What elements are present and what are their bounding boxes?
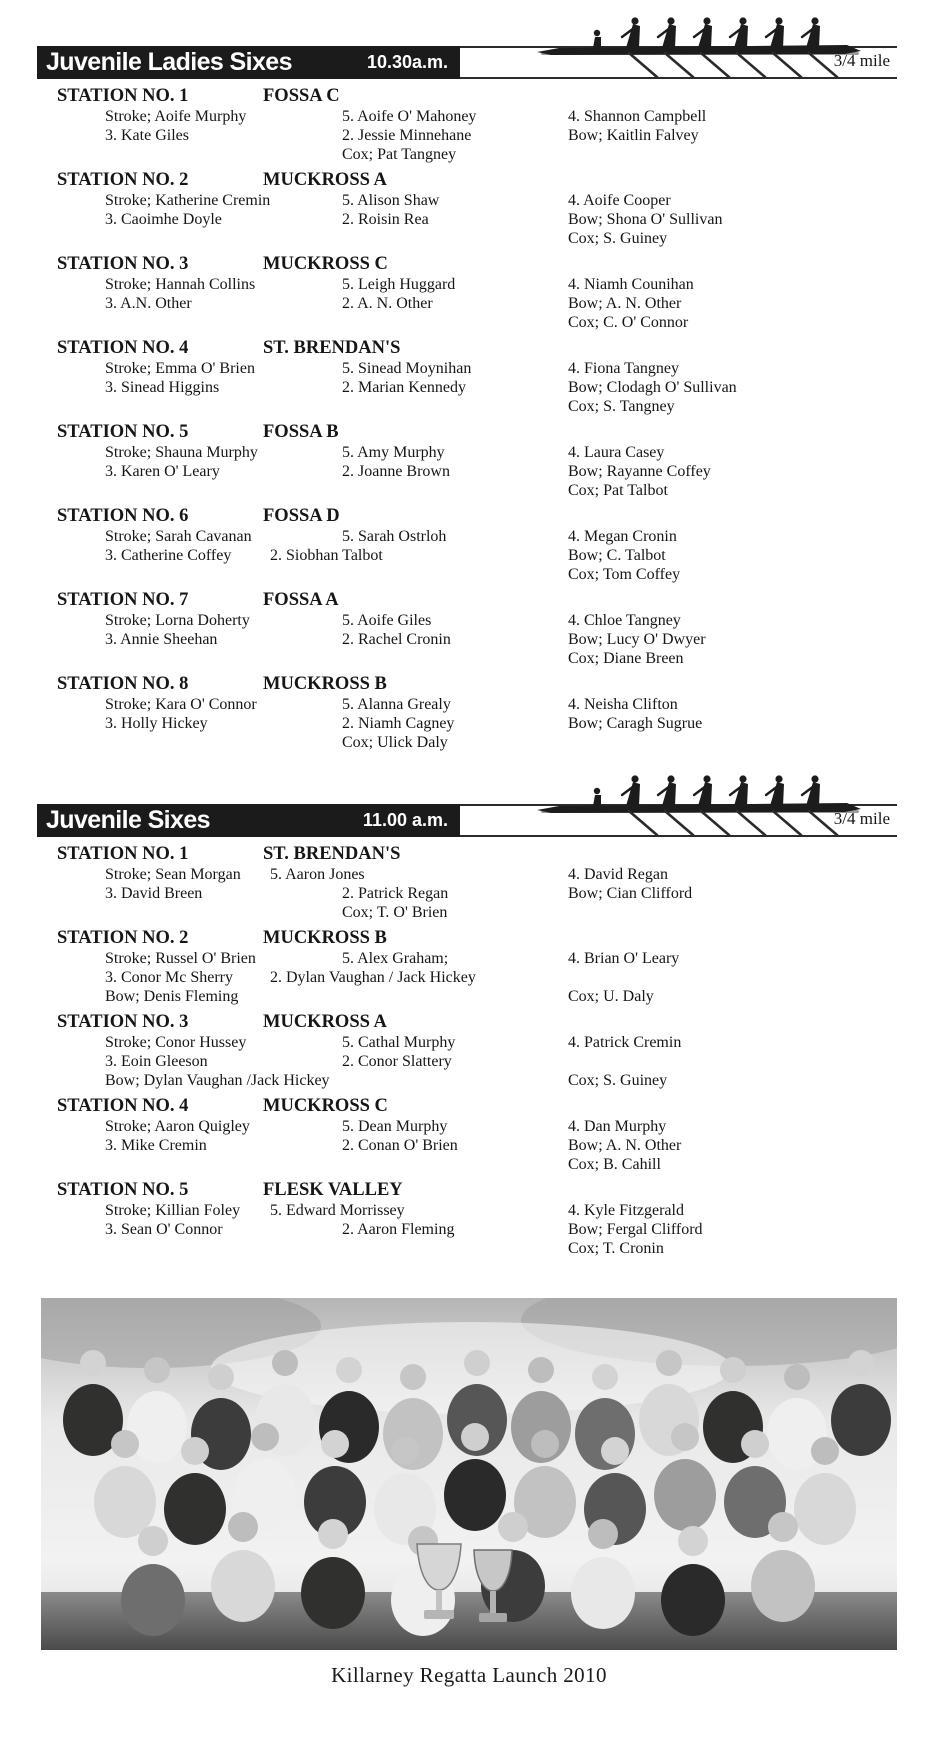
crew-member: Cox; Tom Coffey: [568, 566, 681, 583]
crew-member: [342, 1239, 568, 1258]
crew-member: 2. Aaron Fleming: [342, 1221, 455, 1238]
crew-member: 4. Chloe Tangney: [568, 612, 681, 629]
crew-member: Bow; C. Talbot: [568, 547, 666, 564]
crew-member: Stroke; Kara O' Connor: [105, 696, 257, 713]
crew-member: 4. Fiona Tangney: [568, 360, 680, 377]
section-juvenile-sixes: [37, 804, 897, 1258]
station-block: [37, 844, 897, 922]
crew-member: 3. David Breen: [105, 885, 203, 902]
crew-member: 3. Kate Giles: [105, 127, 189, 144]
crew-member: [342, 1071, 568, 1090]
crew-row: [37, 107, 897, 126]
crew-member: 4. David Regan: [568, 866, 668, 883]
crew-member: Stroke; Conor Hussey: [105, 1034, 247, 1051]
crew-row: [37, 275, 897, 294]
station-block: [37, 928, 897, 1006]
crew-member: [568, 145, 897, 164]
station-club: MUCKROSS A: [263, 170, 387, 190]
station-number: STATION NO. 4: [57, 338, 189, 358]
crew-row: [37, 145, 897, 164]
crew-member: 2. A. N. Other: [342, 295, 433, 312]
station-heading: [37, 506, 897, 527]
crew-row: [37, 695, 897, 714]
crew-member: Cox; U. Daly: [568, 988, 654, 1005]
crew-member: 3. Mike Cremin: [105, 1137, 207, 1154]
race-title: Juvenile Ladies Sixes: [46, 48, 292, 76]
station-heading: [37, 86, 897, 107]
crew-row: [37, 611, 897, 630]
crew-member: [105, 229, 342, 248]
crew-member: Cox; S. Guiney: [568, 1072, 668, 1089]
race-header-bar: [37, 804, 460, 837]
crew-member: 4. Megan Cronin: [568, 528, 677, 545]
crew-member: [105, 481, 342, 500]
crew-row: [37, 229, 897, 248]
crew-member: 5. Alanna Grealy: [342, 696, 451, 713]
station-number: STATION NO. 1: [57, 844, 189, 864]
crew-member: 4. Kyle Fitzgerald: [568, 1202, 684, 1219]
crew-member: [342, 1155, 568, 1174]
crew-row: [37, 1052, 897, 1071]
crew-member: Bow; Shona O' Sullivan: [568, 211, 723, 228]
crew-row: [37, 1136, 897, 1155]
crew-member: [342, 565, 568, 584]
crew-member: Stroke; Aoife Murphy: [105, 108, 247, 125]
crew-member: 4. Patrick Cremin: [568, 1034, 682, 1051]
crew-member: [568, 733, 897, 752]
crew-row: [37, 462, 897, 481]
stations-list: [37, 844, 897, 1258]
crew-row: [37, 1220, 897, 1239]
race-distance-band: [460, 46, 897, 79]
crew-member: Bow; Dylan Vaughan /Jack Hickey: [105, 1072, 330, 1089]
crew-member: Stroke; Aaron Quigley: [105, 1118, 250, 1135]
crew-member: Stroke; Sean Morgan: [105, 866, 241, 883]
station-number: STATION NO. 2: [57, 170, 189, 190]
station-block: [37, 422, 897, 500]
crew-member: [105, 1155, 342, 1174]
crew-member: 3. Sinead Higgins: [105, 379, 220, 396]
station-number: STATION NO. 4: [57, 1096, 189, 1116]
crew-member: Bow; Fergal Clifford: [568, 1221, 703, 1238]
station-club: MUCKROSS C: [263, 1096, 388, 1116]
crew-member: 4. Laura Casey: [568, 444, 665, 461]
station-block: [37, 1180, 897, 1258]
station-block: [37, 338, 897, 416]
station-block: [37, 86, 897, 164]
station-number: STATION NO. 3: [57, 1012, 189, 1032]
crew-member: Stroke; Killian Foley: [105, 1202, 241, 1219]
station-number: STATION NO. 6: [57, 506, 189, 526]
crew-row: [37, 378, 897, 397]
crew-member: 3. Karen O' Leary: [105, 463, 220, 480]
crew-member: [568, 903, 897, 922]
crew-member: 3. Caoimhe Doyle: [105, 211, 222, 228]
station-heading: [37, 170, 897, 191]
crew-row: [37, 1033, 897, 1052]
crew-member: 5. Aoife O' Mahoney: [342, 108, 477, 125]
crew-member: 4. Brian O' Leary: [568, 950, 680, 967]
crew-member: 4. Niamh Counihan: [568, 276, 694, 293]
station-number: STATION NO. 8: [57, 674, 189, 694]
crew-member: Bow; Denis Fleming: [105, 988, 239, 1005]
crew-member: Stroke; Russel O' Brien: [105, 950, 256, 967]
crew-member: 2. Patrick Regan: [342, 885, 449, 902]
crew-member: [342, 649, 568, 668]
crew-row: [37, 733, 897, 752]
crew-member: Stroke; Sarah Cavanan: [105, 528, 252, 545]
crew-member: 5. Sarah Ostrloh: [342, 528, 447, 545]
race-distance-band: [460, 804, 897, 837]
crew-member: 3. Holly Hickey: [105, 715, 208, 732]
crew-member: [342, 987, 568, 1006]
crew-member: Cox; T. O' Brien: [342, 904, 448, 921]
station-block: [37, 170, 897, 248]
station-number: STATION NO. 5: [57, 1180, 189, 1200]
crew-member: [568, 968, 897, 987]
crew-member: 2. Niamh Cagney: [342, 715, 455, 732]
crew-member: [342, 313, 568, 332]
group-photo: [41, 1298, 897, 1650]
crew-member: Cox; Diane Breen: [568, 650, 684, 667]
crew-member: [342, 397, 568, 416]
station-block: [37, 254, 897, 332]
crew-row: [37, 714, 897, 733]
crew-row: [37, 949, 897, 968]
station-number: STATION NO. 7: [57, 590, 189, 610]
station-block: [37, 1096, 897, 1174]
station-heading: [37, 1180, 897, 1201]
crew-row: [37, 397, 897, 416]
station-block: [37, 506, 897, 584]
crew-member: 2. Siobhan Talbot: [270, 547, 383, 564]
crew-row: [37, 1239, 897, 1258]
crew-member: [342, 481, 568, 500]
crew-member: Bow; A. N. Other: [568, 1137, 682, 1154]
crew-row: [37, 1117, 897, 1136]
station-club: MUCKROSS A: [263, 1012, 387, 1032]
crew-member: [105, 733, 342, 752]
crew-member: 3. Annie Sheehan: [105, 631, 218, 648]
stations-list: [37, 86, 897, 752]
crew-member: 3. Conor Mc Sherry: [105, 969, 233, 986]
crew-row: [37, 903, 897, 922]
crew-row: [37, 865, 897, 884]
race-title: Juvenile Sixes: [46, 806, 210, 834]
crew-member: Stroke; Emma O' Brien: [105, 360, 255, 377]
station-club: MUCKROSS B: [263, 674, 387, 694]
station-number: STATION NO. 1: [57, 86, 189, 106]
station-heading: [37, 422, 897, 443]
crew-row: [37, 294, 897, 313]
station-heading: [37, 338, 897, 359]
crew-row: [37, 565, 897, 584]
crew-member: Bow; A. N. Other: [568, 295, 682, 312]
crew-member: Bow; Caragh Sugrue: [568, 715, 703, 732]
race-header: [37, 804, 897, 837]
crew-member: 4. Aoife Cooper: [568, 192, 671, 209]
station-number: STATION NO. 2: [57, 928, 189, 948]
rowing-six-crew-icon: [533, 11, 863, 85]
photo-figure: [41, 1298, 897, 1688]
distance-label: 3/4 mile: [833, 809, 890, 828]
crew-member: 3. Sean O' Connor: [105, 1221, 223, 1238]
crew-member: 5. Amy Murphy: [342, 444, 445, 461]
station-club: ST. BRENDAN'S: [263, 844, 401, 864]
crew-member: [105, 397, 342, 416]
station-block: [37, 590, 897, 668]
station-club: FLESK VALLEY: [263, 1180, 403, 1200]
section-juvenile-ladies-sixes: [37, 0, 897, 752]
crew-member: Cox; Pat Tangney: [342, 146, 457, 163]
crew-row: [37, 630, 897, 649]
station-club: FOSSA C: [263, 86, 340, 106]
station-heading: [37, 254, 897, 275]
crew-member: 4. Neisha Clifton: [568, 696, 678, 713]
distance-label: 3/4 mile: [833, 51, 890, 70]
crew-member: Cox; S. Tangney: [568, 398, 675, 415]
crew-member: 2. Rachel Cronin: [342, 631, 451, 648]
crew-member: Bow; Cian Clifford: [568, 885, 693, 902]
crew-member: Cox; B. Cahill: [568, 1156, 661, 1173]
station-heading: [37, 1012, 897, 1033]
station-heading: [37, 844, 897, 865]
station-block: [37, 674, 897, 752]
crew-member: [342, 229, 568, 248]
crew-row: [37, 1201, 897, 1220]
crew-member: Bow; Rayanne Coffey: [568, 463, 711, 480]
crew-member: 2. Conor Slattery: [342, 1053, 452, 1070]
crew-row: [37, 481, 897, 500]
crew-member: 4. Shannon Campbell: [568, 108, 707, 125]
crew-row: [37, 359, 897, 378]
crew-member: 3. Catherine Coffey: [105, 547, 232, 564]
station-number: STATION NO. 3: [57, 254, 189, 274]
crew-member: Bow; Lucy O' Dwyer: [568, 631, 706, 648]
crew-member: 2. Dylan Vaughan / Jack Hickey: [270, 969, 476, 986]
crew-member: Bow; Clodagh O' Sullivan: [568, 379, 737, 396]
crew-member: 5. Alison Shaw: [342, 192, 440, 209]
crew-member: 5. Aoife Giles: [342, 612, 432, 629]
crew-member: Cox; Pat Talbot: [568, 482, 668, 499]
crew-member: 5. Sinead Moynihan: [342, 360, 472, 377]
crew-member: [105, 145, 342, 164]
station-block: [37, 1012, 897, 1090]
crew-member: 2. Jessie Minnehane: [342, 127, 472, 144]
crew-row: [37, 313, 897, 332]
crew-member: [105, 649, 342, 668]
crew-member: 5. Dean Murphy: [342, 1118, 448, 1135]
crew-row: [37, 527, 897, 546]
crew-member: Stroke; Lorna Doherty: [105, 612, 250, 629]
crew-member: 5. Cathal Murphy: [342, 1034, 456, 1051]
crew-member: 3. Eoin Gleeson: [105, 1053, 208, 1070]
rowing-six-crew-icon: [533, 769, 863, 843]
race-time: 10.30a.m.: [366, 52, 448, 72]
crew-member: Bow; Kaitlin Falvey: [568, 127, 699, 144]
crew-member: Stroke; Shauna Murphy: [105, 444, 258, 461]
crew-member: 2. Roisin Rea: [342, 211, 429, 228]
station-heading: [37, 674, 897, 695]
crew-member: Stroke; Hannah Collins: [105, 276, 256, 293]
station-club: FOSSA A: [263, 590, 339, 610]
crew-member: [105, 1239, 342, 1258]
crew-row: [37, 546, 897, 565]
crew-member: [105, 313, 342, 332]
station-club: ST. BRENDAN'S: [263, 338, 401, 358]
race-time: 11.00 a.m.: [362, 810, 448, 830]
race-header-bar: [37, 46, 460, 79]
crew-member: 5. Alex Graham;: [342, 950, 449, 967]
station-number: STATION NO. 5: [57, 422, 189, 442]
race-header: [37, 46, 897, 79]
crew-row: [37, 443, 897, 462]
crew-member: Cox; S. Guiney: [568, 230, 668, 247]
photo-caption: Killarney Regatta Launch 2010: [331, 1663, 607, 1687]
crew-member: [105, 565, 342, 584]
station-club: MUCKROSS C: [263, 254, 388, 274]
crew-row: [37, 210, 897, 229]
crew-member: 4. Dan Murphy: [568, 1118, 667, 1135]
crew-member: 5. Aaron Jones: [270, 866, 365, 883]
crew-member: 3. A.N. Other: [105, 295, 192, 312]
crew-member: Stroke; Katherine Cremin: [105, 192, 271, 209]
crew-row: [37, 987, 897, 1006]
crew-member: 2. Joanne Brown: [342, 463, 450, 480]
crew-member: 5. Edward Morrissey: [270, 1202, 405, 1219]
station-heading: [37, 1096, 897, 1117]
crew-member: Cox; T. Cronin: [568, 1240, 664, 1257]
crew-row: [37, 1071, 897, 1090]
crew-row: [37, 968, 897, 987]
crew-row: [37, 126, 897, 145]
crew-member: 2. Marian Kennedy: [342, 379, 466, 396]
station-heading: [37, 928, 897, 949]
crew-row: [37, 649, 897, 668]
crew-member: 5. Leigh Huggard: [342, 276, 456, 293]
crew-row: [37, 191, 897, 210]
station-club: FOSSA D: [263, 506, 340, 526]
station-heading: [37, 590, 897, 611]
crew-row: [37, 884, 897, 903]
station-club: FOSSA B: [263, 422, 339, 442]
crew-member: Cox; C. O' Connor: [568, 314, 689, 331]
station-club: MUCKROSS B: [263, 928, 387, 948]
crew-member: 2. Conan O' Brien: [342, 1137, 458, 1154]
crew-member: Cox; Ulick Daly: [342, 734, 448, 751]
crew-row: [37, 1155, 897, 1174]
crew-member: [105, 903, 342, 922]
crew-member: [568, 1052, 897, 1071]
